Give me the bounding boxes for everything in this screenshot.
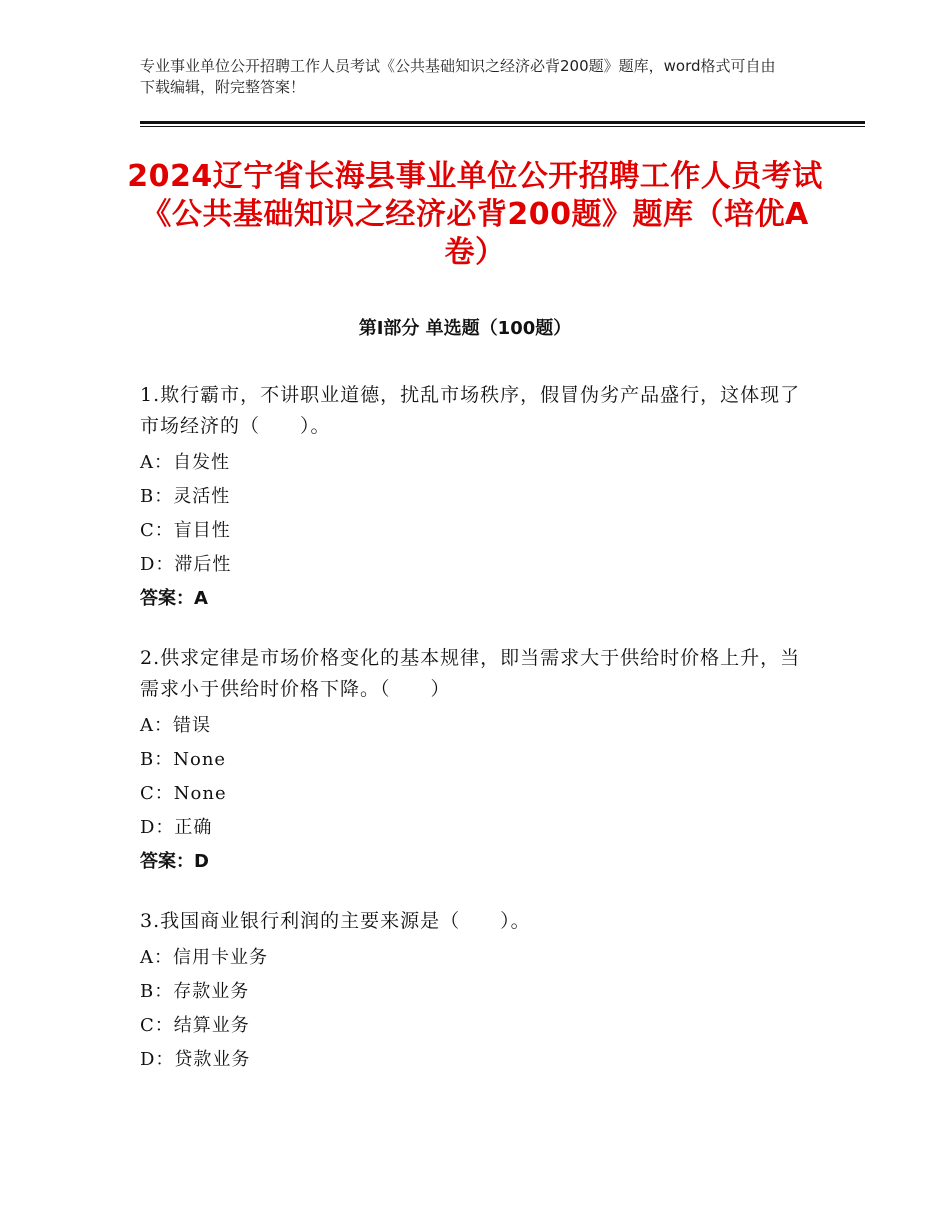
option-a: A：错误 xyxy=(140,715,211,736)
header-note: 专业事业单位公开招聘工作人员考试《公共基础知识之经济必背200题》题库，word格式可自由下载编辑，附完整答案！ xyxy=(140,57,776,96)
question-2 xyxy=(140,643,810,879)
answer: 答案：A xyxy=(140,588,208,609)
question-stem: 3.我国商业银行利润的主要来源是（ ）。 xyxy=(140,910,531,932)
option-b: B：灵活性 xyxy=(140,486,231,507)
option-d: D：滞后性 xyxy=(140,554,232,575)
question-1 xyxy=(140,380,810,616)
option-a: A：信用卡业务 xyxy=(140,947,268,968)
header-divider xyxy=(140,121,865,124)
question-stem: 2.供求定律是市场价格变化的基本规律，即当需求大于供给时价格上升，当需求小于供给时价格下降。（ ） xyxy=(140,647,801,700)
option-c: C：结算业务 xyxy=(140,1015,250,1036)
option-d: D：贷款业务 xyxy=(140,1049,251,1070)
option-a: A：自发性 xyxy=(140,452,230,473)
answer: 答案：D xyxy=(140,851,209,872)
option-d: D：正确 xyxy=(140,817,213,838)
option-b: B：None xyxy=(140,749,227,770)
question-3 xyxy=(140,906,810,1077)
option-c: C：盲目性 xyxy=(140,520,231,541)
document-title: 2024辽宁省长海县事业单位公开招聘工作人员考试《公共基础知识之经济必背200题》题库（培优A卷） xyxy=(127,159,823,270)
question-stem: 1.欺行霸市，不讲职业道德，扰乱市场秩序，假冒伪劣产品盛行，这体现了市场经济的（ ）。 xyxy=(140,384,801,437)
option-c: C：None xyxy=(140,783,227,804)
option-b: B：存款业务 xyxy=(140,981,250,1002)
header-divider-thin xyxy=(140,126,865,127)
question-list xyxy=(140,380,810,1104)
section-heading: 第Ⅰ部分 单选题（100题） xyxy=(358,318,572,339)
